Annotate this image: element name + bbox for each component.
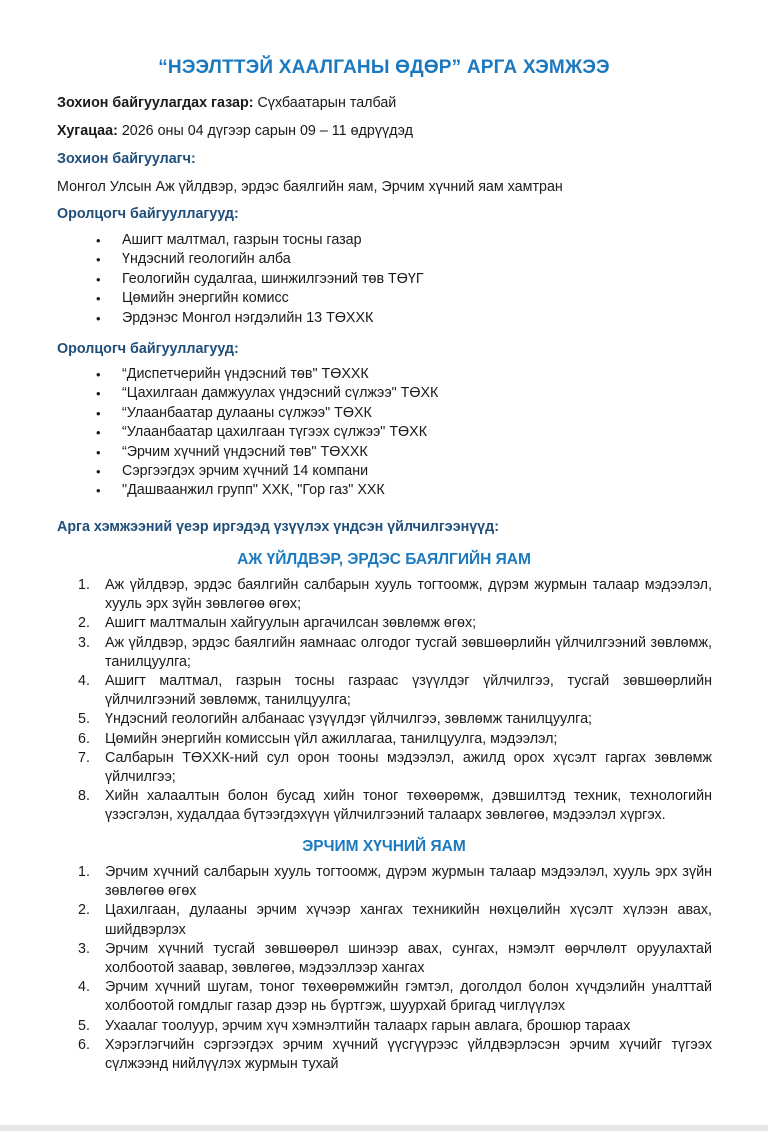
list-item: • Сэргээгдэх эрчим хүчний 14 компани xyxy=(96,462,438,481)
duration-line xyxy=(57,122,413,140)
item-number: 4. xyxy=(78,979,90,996)
item-text: Үндэсний геологийн албанаас үзүүлдэг үйлчилгээ, зөвлөмж танилцуулга; xyxy=(105,711,593,728)
participants-list-1 xyxy=(96,231,424,328)
item-text: Салбарын ТӨХХК-ний сул орон тооны мэдээлэл, ажилд орох хүсэлт гаргах зөвлөмж үйлчилгээ; xyxy=(105,749,712,786)
item-number: 5. xyxy=(78,1017,90,1034)
ministry-2-services xyxy=(78,863,712,1074)
item-number: 2. xyxy=(78,902,90,919)
venue-label: Зохион байгуулагдах газар: xyxy=(57,95,254,111)
duration-label: Хугацаа: xyxy=(57,123,118,139)
item-text: Хэрэглэгчийн сэргээгдэх эрчим хүчний үүсгүүрээс үйлдвэрлэсэн эрчим хүчийг түгээх сүлжээнд нийлүүлэх журмын тухай xyxy=(105,1036,712,1073)
item-number: 1. xyxy=(78,864,90,880)
list-item xyxy=(78,672,712,710)
item-text: Цөмийн энергийн комиссын үйл ажиллагаа, танилцуулга, мэдээлэл; xyxy=(105,730,558,747)
ministry-1-title: АЖ ҮЙЛДВЭР, ЭРДЭС БАЯЛГИЙН ЯАМ xyxy=(237,551,531,568)
list-item: • Үндэсний геологийн алба xyxy=(96,250,424,269)
bottom-edge-strip xyxy=(0,1125,768,1131)
item-number: 1. xyxy=(78,577,90,593)
list-item: • “Диспетчерийн үндэсний төв" ТӨХХК xyxy=(96,365,438,384)
list-item: • Цөмийн энергийн комисс xyxy=(96,289,424,308)
list-item xyxy=(78,730,712,749)
item-number: 2. xyxy=(78,615,90,632)
list-item xyxy=(78,749,712,787)
venue-value: Сүхбаатарын талбай xyxy=(253,95,397,111)
list-item: • “Улаанбаатар цахилгаан түгээх сүлжээ" ТӨХК xyxy=(96,423,438,442)
item-text: Эрчим хүчний салбарын хууль тогтоомж, дүрэм журмын талаар мэдээлэл, хууль эрх зүйн зөвлөгөө өгөх xyxy=(105,864,712,900)
item-text: Ашигт малтмал, газрын тосны газраас үзүүлдэг үйлчилгээ, тусгай зөвшөөрлийн үйлчилгээний зөвлөмж, танилцуулга; xyxy=(105,673,712,709)
document-title: “НЭЭЛТТЭЙ ХААЛГАНЫ ӨДӨР” АРГА ХЭМЖЭЭ xyxy=(158,57,610,78)
list-item: • “Цахилгаан дамжуулах үндэсний сүлжээ" ТӨХК xyxy=(96,384,438,403)
item-text: Аж үйлдвэр, эрдэс баялгийн яамнаас олгодог тусгай зөвшөөрлийн үйлчилгээний зөвлөмж, танилцуулга; xyxy=(105,634,712,670)
participants-heading-1: Оролцогч байгууллагууд: xyxy=(57,206,239,222)
list-item: • "Дашваанжил групп" ХХК, "Гор газ" ХХК xyxy=(96,481,438,500)
item-text: Эрчим хүчний тусгай зөвшөөрөл шинээр авах, сунгах, нэмэлт өөрчлөлт оруулахтай холбоотой заавар, зөвлөгөө, мэдээллээр хангах xyxy=(105,940,712,977)
organizer-heading: Зохион байгуулагч: xyxy=(57,151,196,167)
list-item xyxy=(78,614,712,633)
list-item: • “Улаанбаатар дулааны сүлжээ" ТӨХК xyxy=(96,404,438,423)
item-number: 8. xyxy=(78,788,90,805)
item-text: Цахилгаан, дулааны эрчим хүчээр хангах техникийн нөхцөлийн хүсэлт хүлээн авах, шийдвэрлэх xyxy=(105,902,712,938)
participants-heading-2: Оролцогч байгууллагууд: xyxy=(57,341,239,357)
duration-value: 2026 оны 04 дүгээр сарын 09 – 11 өдрүүдэд xyxy=(117,123,413,139)
list-item xyxy=(78,978,712,1016)
participants-list-2 xyxy=(96,365,438,501)
item-text: Ашигт малтмалын хайгуулын аргачилсан зөвлөмж өгөх; xyxy=(105,615,477,632)
item-text: Эрчим хүчний шугам, тоног төхөөрөмжийн гэмтэл, доголдол болон хүчдэлийн уналттай холбоотой гомдлыг газар дээр нь бүртгэж, шуурхай бригад чиглүүлэх xyxy=(105,979,712,1015)
item-number: 5. xyxy=(78,711,90,728)
list-item xyxy=(78,710,712,729)
item-text: Хийн халаалтын болон бусад хийн тоног төхөөрөмж, дэвшилтэд техник, технологийн үзэсгэлэн, худалдаа бүтээгдэхүүн үйлчилгээний талаарх зөвлөгөө, мэдээлэл хүргэх. xyxy=(105,788,712,824)
ministry-2-title: ЭРЧИМ ХҮЧНИЙ ЯАМ xyxy=(302,838,466,855)
item-number: 7. xyxy=(78,749,90,766)
list-item xyxy=(78,576,712,614)
list-item xyxy=(78,1017,712,1036)
item-number: 3. xyxy=(78,940,90,957)
list-item xyxy=(78,863,712,901)
list-item xyxy=(78,901,712,939)
item-number: 6. xyxy=(78,1036,90,1053)
list-item xyxy=(78,1036,712,1074)
item-number: 6. xyxy=(78,730,90,747)
services-heading: Арга хэмжээний үеэр иргэдэд үзүүлэх үндсэн үйлчилгээнүүд: xyxy=(57,519,499,535)
list-item xyxy=(78,634,712,672)
list-item: • Геологийн судалгаа, шинжилгээний төв ТӨҮГ xyxy=(96,270,424,289)
list-item: • Ашигт малтмал, газрын тосны газар xyxy=(96,231,424,250)
item-number: 3. xyxy=(78,634,90,651)
ministry-1-services xyxy=(78,576,712,826)
list-item xyxy=(78,940,712,978)
venue-line xyxy=(57,94,396,112)
list-item: • “Эрчим хүчний үндэсний төв" ТӨХХК xyxy=(96,443,438,462)
item-text: Аж үйлдвэр, эрдэс баялгийн салбарын хууль тогтоомж, дүрэм журмын талаар мэдээлэл, хууль эрх зүйн зөвлөгөө өгөх; xyxy=(105,577,712,613)
item-text: Ухаалаг тоолуур, эрчим хүч хэмнэлтийн талаарх гарын авлага, брошюр тараах xyxy=(105,1017,631,1034)
item-number: 4. xyxy=(78,673,90,690)
list-item xyxy=(78,787,712,825)
organizer-text: Монгол Улсын Аж үйлдвэр, эрдэс баялгийн яам, Эрчим хүчний яам хамтран xyxy=(57,179,563,195)
list-item: • Эрдэнэс Монгол нэгдэлийн 13 ТӨХХК xyxy=(96,309,424,328)
